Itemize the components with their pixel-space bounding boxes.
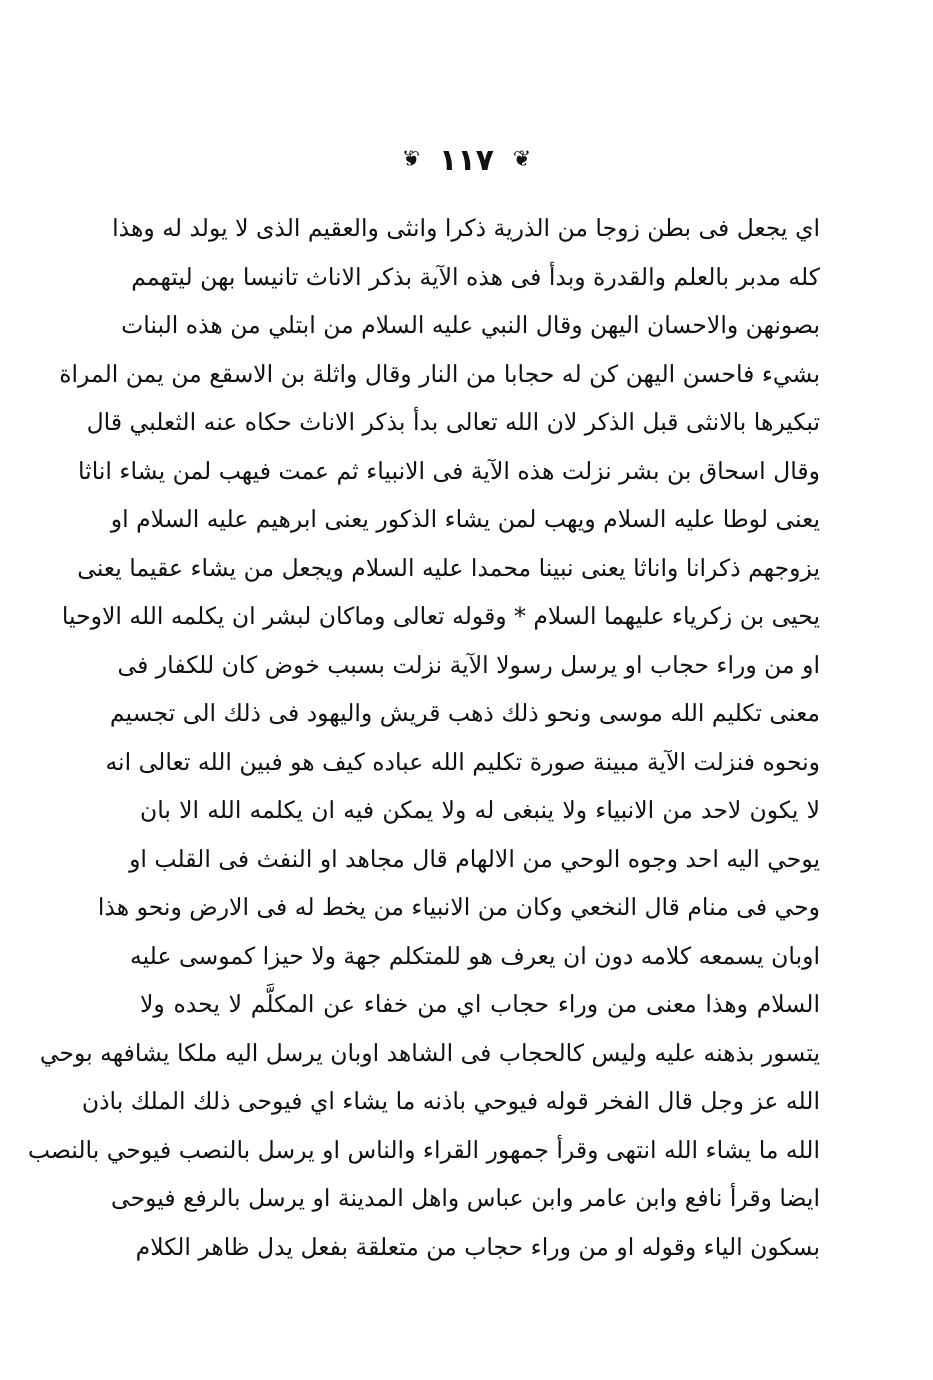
ornament-icon: ❦ <box>512 147 532 172</box>
text-line: اي يجعل فى بطن زوجا من الذرية ذكرا وانثى والعقيم الذى لا يولد له وهذا <box>112 214 820 242</box>
text-line: يعنى لوطا عليه السلام ويهب لمن يشاء الذكور يعنى ابرهيم عليه السلام او <box>110 505 820 533</box>
text-line: تبكيرها بالانثى قبل الذكر لان الله تعالى بدأ بذكر الاناث حكاه عنه الثعلبي قال <box>86 408 820 436</box>
page-header <box>0 140 933 180</box>
text-line: الله عز وجل قال الفخر قوله فيوحي باذنه ما يشاء اي فيوحى ذلك الملك باذن <box>81 1087 820 1115</box>
page-number: ١١٧ <box>439 142 494 178</box>
text-line: يزوجهم ذكرانا واناثا يعنى نبينا محمدا عليه السلام ويجعل من يشاء عقيما يعنى <box>77 553 820 582</box>
body-text <box>27 204 820 1271</box>
text-line: بصونهن والاحسان اليهن وقال النبي عليه السلام من ابتلي من هذه البنات <box>121 311 820 339</box>
text-line: الله ما يشاء الله انتهى وقرأ جمهور القراء والناس او يرسل بالنصب فيوحي بالنصب <box>27 1135 820 1164</box>
text-line: يحيى بن زكرياء عليهما السلام * وقوله تعالى وماكان لبشر ان يكلمه الله الاوحيا <box>61 602 820 630</box>
text-line: او من وراء حجاب او يرسل رسولا الآية نزلت بسبب خوض كان للكفار فى <box>117 650 820 679</box>
text-line: ايضا وقرأ نافع وابن عامر وابن عباس واهل المدينة او يرسل بالرفع فيوحى <box>110 1184 820 1212</box>
text-line: وقال اسحاق بن بشر نزلت هذه الآية فى الانبياء ثم عمت فيهب لمن يشاء اناثا <box>78 456 820 485</box>
text-line: يوحي اليه احد وجوه الوحي من الالهام قال مجاهد او النفث فى القلب او <box>129 844 820 873</box>
text-line: السلام وهذا معنى من وراء حجاب اي من خفاء عن المكلَّم لا يحده ولا <box>140 990 820 1018</box>
text-line: معنى تكليم الله موسى ونحو ذلك ذهب قريش واليهود فى ذلك الى تجسيم <box>109 699 820 727</box>
text-line: يتسور بذهنه عليه وليس كالحجاب فى الشاهد اوبان يرسل اليه ملكا يشافهه بوحي <box>39 1038 820 1067</box>
text-line: بشيء فاحسن اليهن كن له حجابا من النار وقال واثلة بن الاسقع من يمن المراة <box>59 359 820 388</box>
text-line: ونحوه فنزلت الآية مبينة صورة تكليم الله عباده كيف هو فبين الله تعالى انه <box>105 747 820 776</box>
text-line: وحي فى منام قال النخعي وكان من الانبياء من يخط له فى الارض ونحو هذا <box>97 893 820 921</box>
text-line: كله مدبر بالعلم والقدرة وبدأ فى هذه الآية بذكر الاناث تانيسا بهن ليتهمم <box>131 262 820 291</box>
text-line: لا يكون لاحد من الانبياء ولا ينبغى له ولا يمكن فيه ان يكلمه الله الا بان <box>140 796 820 824</box>
ornament-icon: ❦ <box>401 147 421 172</box>
text-line: بسكون الياء وقوله او من وراء حجاب من متعلقة بفعل يدل ظاهر الكلام <box>135 1232 820 1261</box>
text-line: اوبان يسمعه كلامه دون ان يعرف هو للمتكلم جهة ولا حيزا كموسى عليه <box>129 941 820 970</box>
